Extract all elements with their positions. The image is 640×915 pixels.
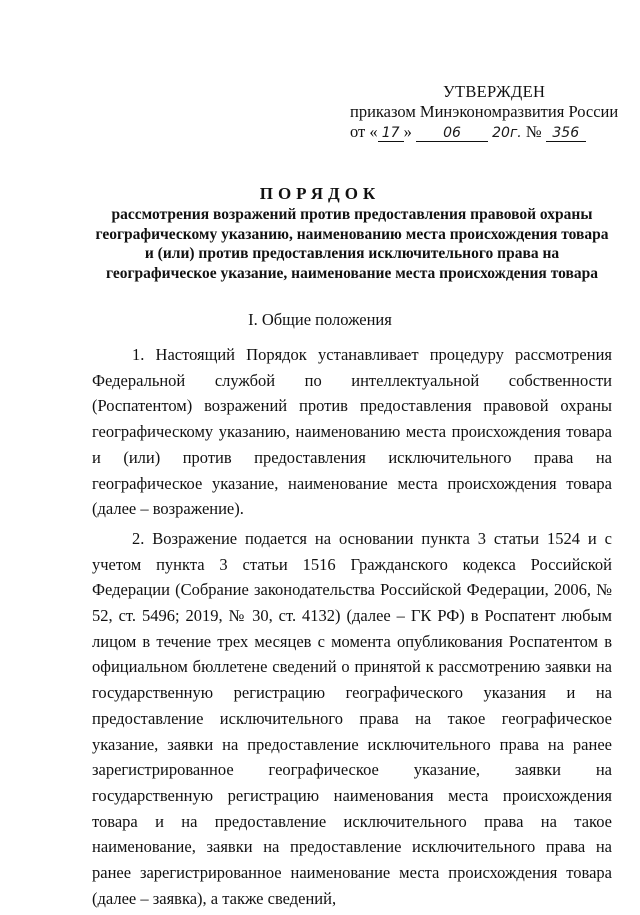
- document-subtitle: рассмотрения возражений против предоставления правовой охраны географическому указанию, наименованию места происхождения товара и (или) против предоставления исключительного права на географическое указание, наименование места происхождения товара: [95, 206, 609, 282]
- approved-title: УТВЕРЖДЕН: [443, 82, 546, 101]
- approval-date-line: [350, 122, 610, 143]
- date-sep: »: [403, 122, 412, 141]
- section-heading: I. Общие положения: [248, 310, 392, 329]
- date-day: 17: [378, 125, 404, 142]
- paragraph-2: 2. Возражение подается на основании пункта 3 статьи 1524 и с учетом пункта 3 статьи 1516 Гражданского кодекса Российской Федерации (Собрание законодательства Российской Федерации, 2006, № 52, ст. 5496; 2019, № 30, ст. 4132) (далее – ГК РФ) в Роспатент любым лицом в течение трех месяцев с момента опубликования Роспатентом в официальном бюллетене сведений о принятой к рассмотрению заявки на государственную регистрацию географического указания и на предоставление исключительного права на такое географическое указание, заявки на предоставление исключительного права на ранее зарегистрированное географическое указание, заявки на государственную регистрацию наименования места происхождения товара и на предоставление исключительного права на такое наименование, заявки на предоставление исключительного права на ранее зарегистрированное наименование места происхождения товара (далее – заявка), а также сведений,: [92, 528, 612, 908]
- order-number: 356: [546, 125, 586, 142]
- date-year: 20г.: [492, 125, 522, 141]
- approval-block: [350, 82, 619, 143]
- date-month: 06: [416, 125, 488, 142]
- number-prefix: №: [525, 122, 542, 141]
- approval-order-line: приказом Минэкономразвития России: [350, 102, 619, 121]
- date-prefix: от «: [350, 122, 378, 141]
- document-title: ПОРЯДОК: [259, 184, 381, 203]
- paragraph-1: 1. Настоящий Порядок устанавливает процедуру рассмотрения Федеральной службой по интеллектуальной собственности (Роспатентом) возражений против предоставления правовой охраны географическому указанию, наименованию места происхождения товара и (или) против предоставления исключительного права на географическое указание, наименование места происхождения товара (далее – возражение).: [92, 345, 612, 519]
- body-text: [92, 342, 612, 915]
